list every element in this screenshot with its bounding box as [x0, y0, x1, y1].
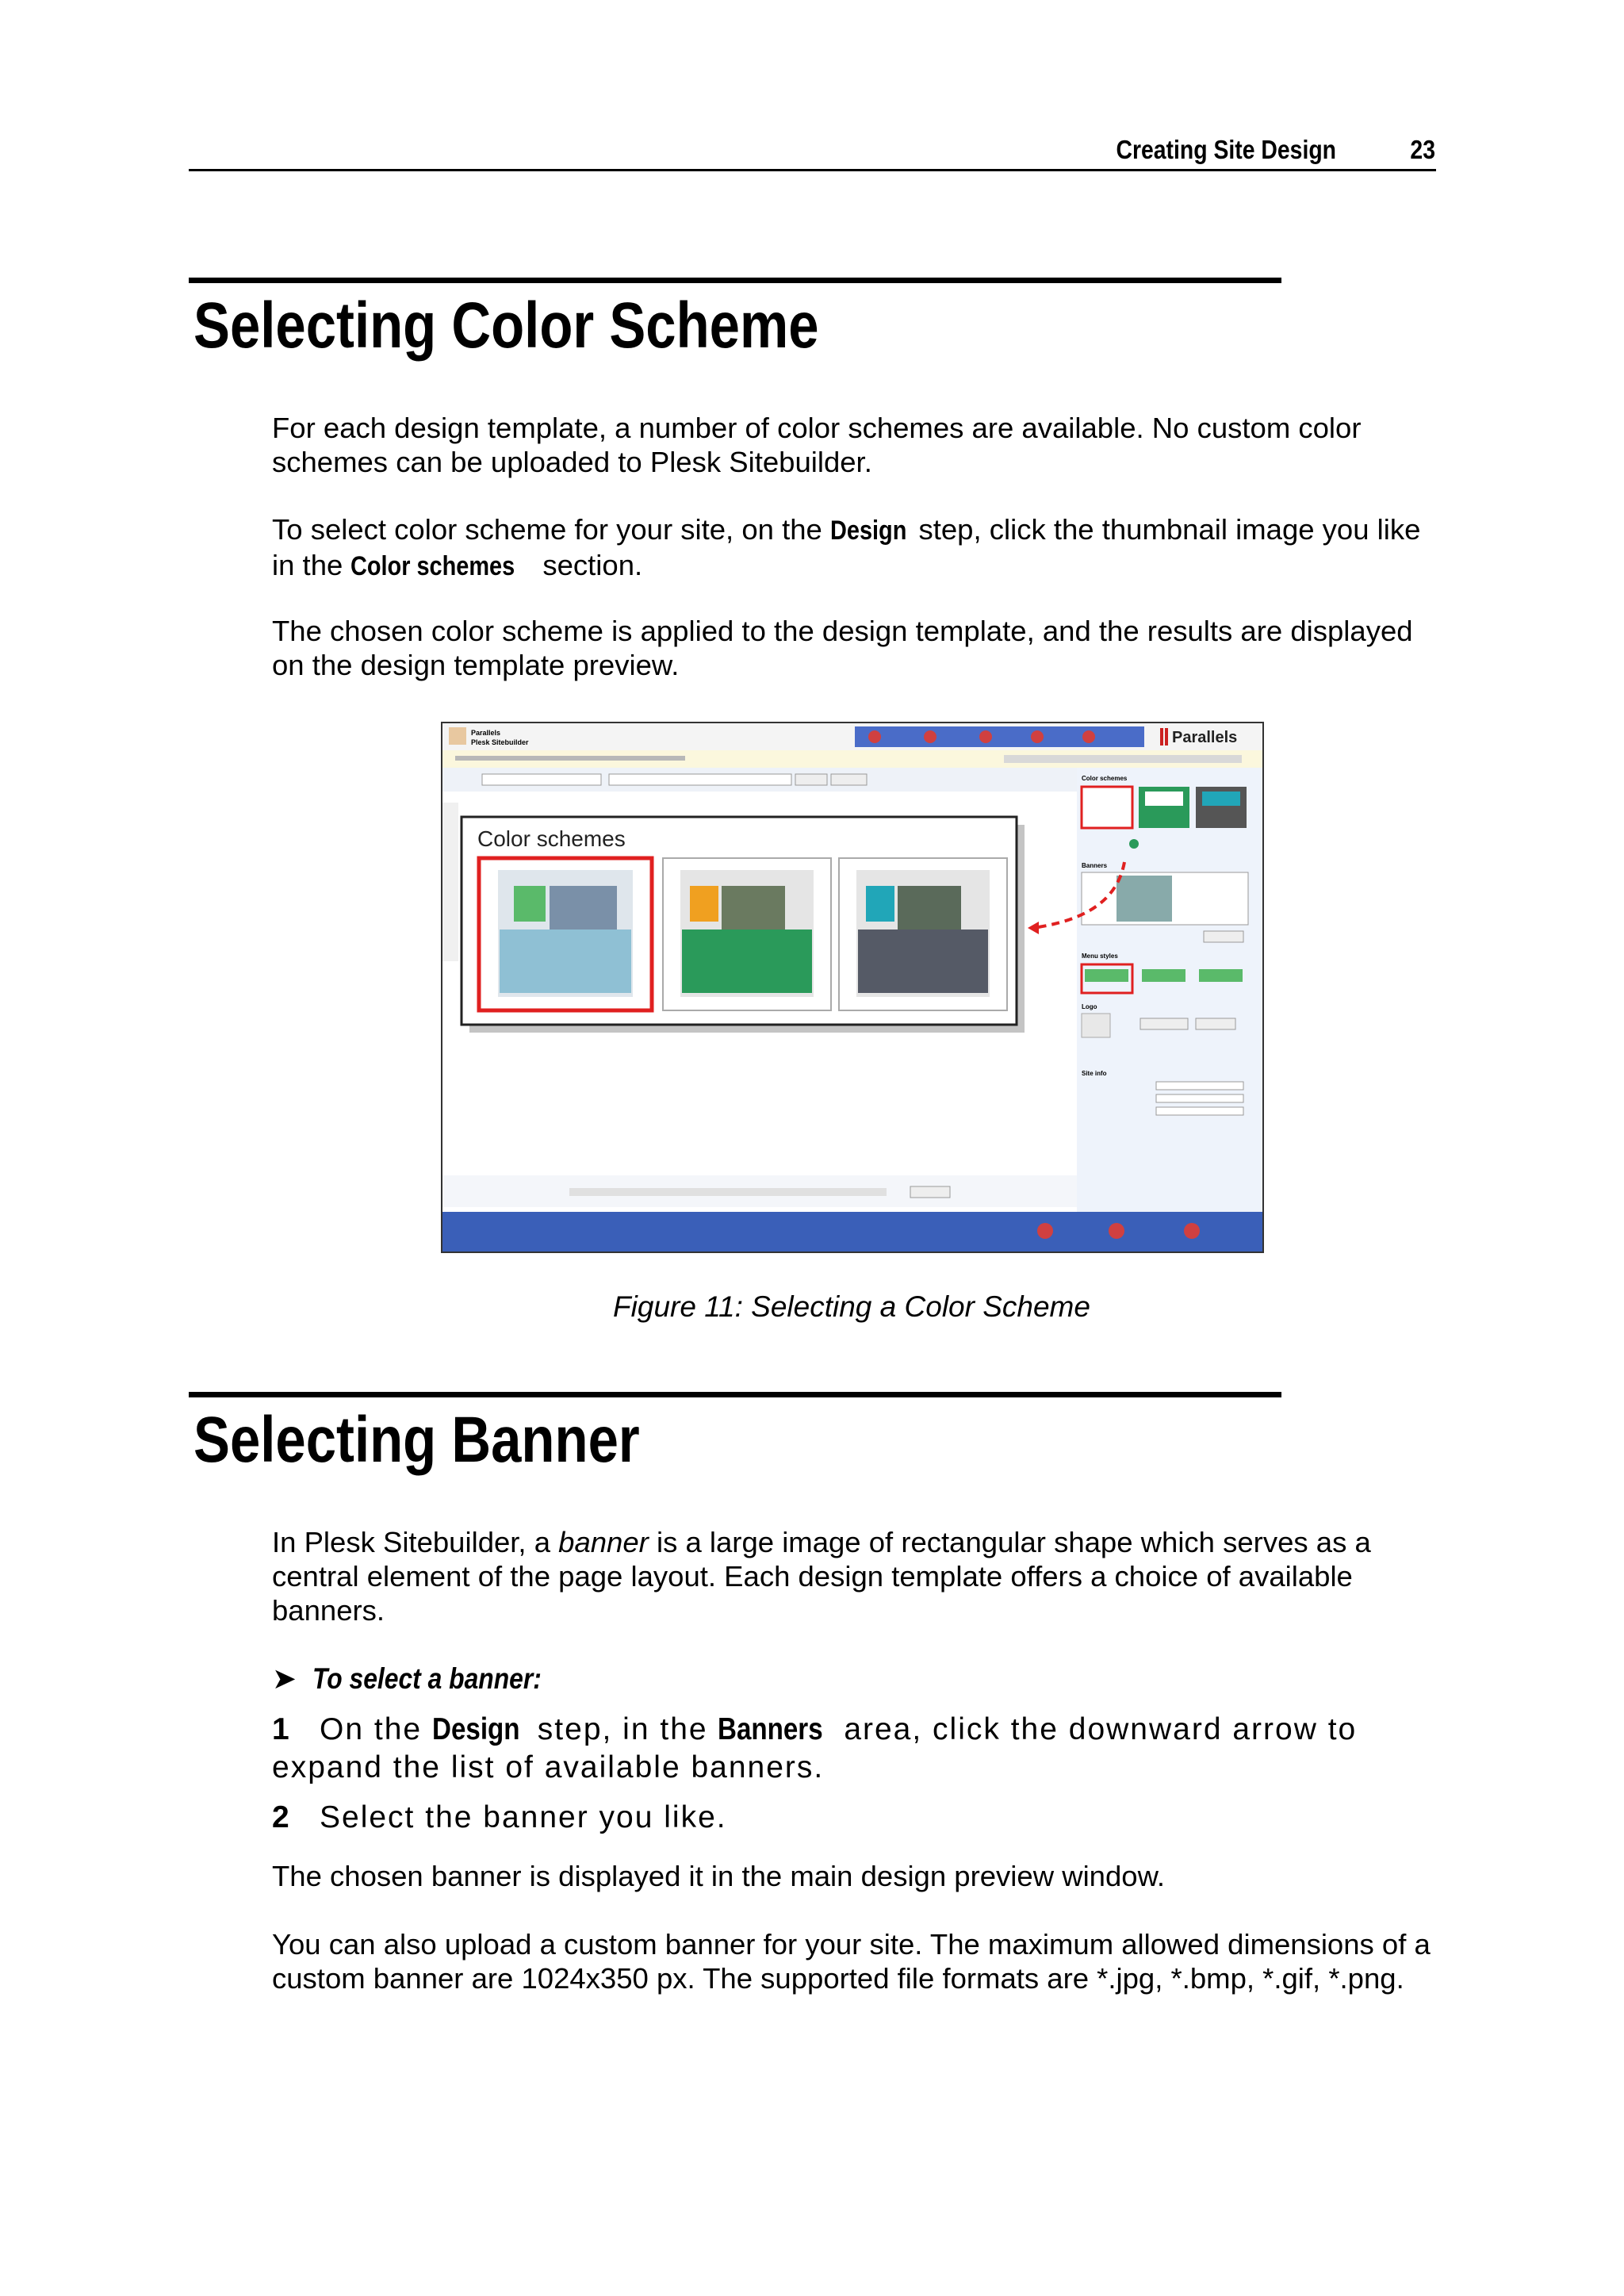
- app-logo-icon: [449, 727, 466, 745]
- bottom-nav: [442, 1212, 1262, 1251]
- side-panel: [1077, 768, 1262, 1212]
- step-icon: [1031, 730, 1044, 743]
- step-icon: [868, 730, 881, 743]
- section-title-banner: Selecting Banner: [193, 1404, 640, 1476]
- wizard-steps-bar: [855, 726, 1144, 747]
- paragraph: In Plesk Sitebuilder, a banner is a large image of rectangular shape which serves as a central element of the page layout. Each design template offers a choice of available banners.: [272, 1526, 1371, 1627]
- paragraph: The chosen color scheme is applied to the design template, and the results are displayed on the design template preview.: [272, 615, 1413, 681]
- svg-text:Color schemes: Color schemes: [1082, 775, 1128, 782]
- paragraph: For each design template, a number of color schemes are available. No custom color schemes can be uploaded to Plesk Sitebuilder.: [272, 412, 1362, 478]
- app-name: Plesk Sitebuilder: [471, 738, 529, 746]
- svg-text:Menu styles: Menu styles: [1082, 953, 1118, 960]
- running-header-title: Creating Site Design: [1116, 135, 1336, 164]
- svg-text:Banners: Banners: [1082, 862, 1108, 869]
- page-number: 23: [1410, 135, 1435, 164]
- paragraph: You can also upload a custom banner for your site. The maximum allowed dimensions of a custom banner are 1024x350 px. The supported file formats are *.jpg, *.bmp, *.gif, *.png.: [272, 1928, 1431, 1995]
- step-item: 1 On the Design step, in the Banners area, click the downward arrow to expand the list of available banners.: [272, 1712, 1358, 1784]
- section-title-color-scheme: Selecting Color Scheme: [193, 289, 819, 362]
- paragraph: To select color scheme for your site, on the Design step, click the thumbnail image you like in the Color schemes section.: [272, 513, 1421, 581]
- app-name: Parallels: [471, 729, 501, 737]
- step-icon: [979, 730, 992, 743]
- callout-title: Color schemes: [477, 826, 626, 851]
- step-icon: [1082, 730, 1095, 743]
- sitebuilder-screenshot: [442, 723, 1262, 1251]
- brand-logo: Parallels: [1172, 729, 1238, 746]
- svg-text:Logo: Logo: [1082, 1003, 1097, 1010]
- section-rule: [189, 1392, 1281, 1397]
- figure-caption: Figure 11: Selecting a Color Scheme: [613, 1290, 1090, 1323]
- step-item: 2 Select the banner you like.: [272, 1800, 727, 1834]
- arrow-bullet-icon: ➤: [272, 1662, 297, 1695]
- svg-text:Site info: Site info: [1082, 1070, 1107, 1077]
- section-rule: [189, 278, 1281, 283]
- step-icon: [924, 730, 936, 743]
- procedure-heading: ➤ To select a banner:: [272, 1662, 542, 1695]
- figure-screenshot: [441, 722, 1264, 1253]
- header-rule: [189, 169, 1436, 171]
- paragraph: The chosen banner is displayed it in the main design preview window.: [272, 1860, 1166, 1892]
